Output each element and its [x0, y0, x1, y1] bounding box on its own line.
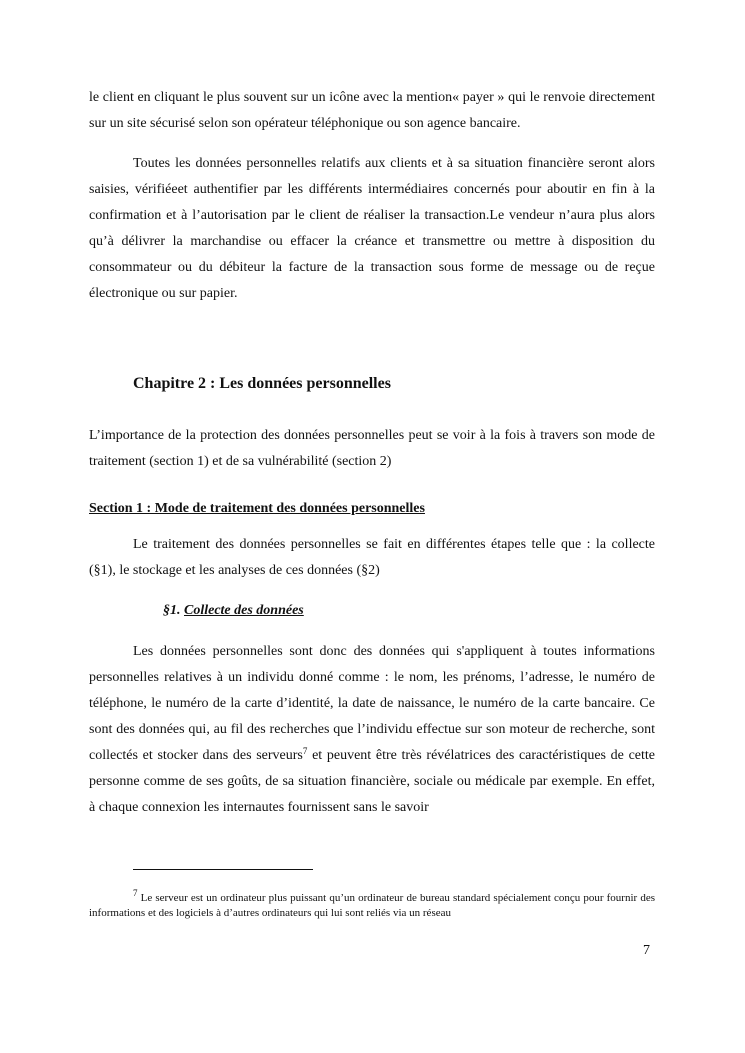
paragraph-text-after-note: et peuvent être très révélatrices des caractéristiques de cette personne comme de ses goûts, de sa situation financière, sociale ou médicale par exemple. En effet, à chaque connexion les internautes fournissent sans le savoir [89, 748, 656, 815]
footnote-text: Le serveur est un ordinateur plus puissant qu’un ordinateur de bureau standard spécialement conçu pour fournir des informations et des logiciels à d’autres ordinateurs qui lui sont reliés via un réseau [89, 892, 655, 919]
paragraph-section-intro: Le traitement des données personnelles se fait en différentes étapes telle que : la collecte (§1), le stockage et les analyses de ces données (§2) [89, 537, 655, 578]
subsection-label: Collecte des données [184, 603, 304, 618]
footnote [89, 888, 655, 921]
subsection-title [163, 601, 304, 621]
paragraph-data-verification: Toutes les données personnelles relatifs aux clients et à sa situation financière seront alors saisies, vérifiéeet authentifier par les différents intermédiaires concernés pour aboutir en fin à la confirmation et à l’autorisation par le client de réaliser la transaction.Le vendeur n’aura plus alors qu’à délivrer la marchandise ou effacer la créance et transmettre ou mettre à disposition du consommateur ou du débiteur la facture de la transaction sous forme de message ou de reçue électronique ou sur papier. [89, 156, 655, 301]
page-number: 7 [643, 943, 650, 958]
subsection-number: §1. [163, 603, 184, 618]
paragraph-data-collection [89, 639, 655, 821]
paragraph-text-before-note: Les données personnelles sont donc des données qui s'appliquent à toutes informations personnelles relatives à un individu donné comme : le nom, les prénoms, l’adresse, le numéro de téléphone, le numéro de la carte d’identité, la date de naissance, le numéro de la carte bancaire. Ce sont des données qui, au fil des recherches que l’individu effectue sur son moteur de recherche, sont collectés et stocker dans des serveurs [89, 644, 655, 763]
chapter-title: Chapitre 2 : Les données personnelles [133, 375, 391, 392]
paragraph-chapter-intro: L’importance de la protection des données personnelles peut se voir à la fois à travers son mode de traitement (section 1) et de sa vulnérabilité (section 2) [89, 428, 655, 469]
section-title: Section 1 : Mode de traitement des données personnelles [89, 501, 425, 516]
footnote-separator [133, 869, 313, 870]
footnote-number: 7 [133, 888, 138, 898]
footnote-reference[interactable]: 7 [302, 746, 308, 756]
paragraph-payment-redirect: le client en cliquant le plus souvent sur un icône avec la mention« payer » qui le renvoie directement sur un site sécurisé selon son opérateur téléphonique ou son agence bancaire. [89, 90, 655, 131]
